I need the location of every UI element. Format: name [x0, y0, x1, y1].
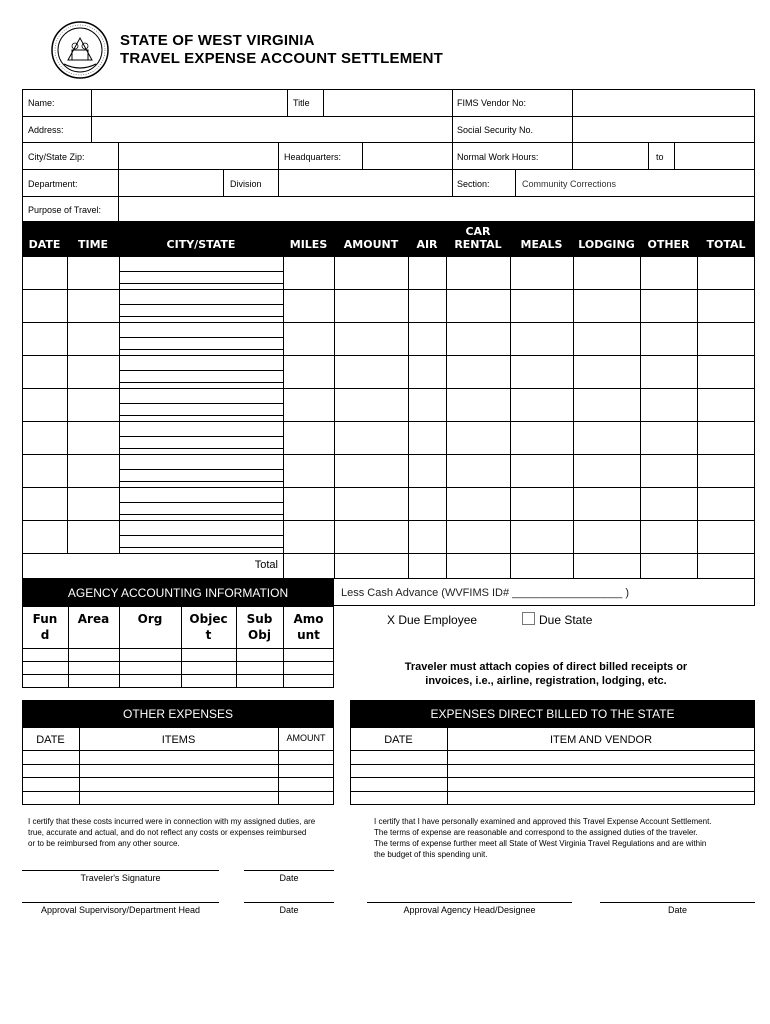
acct-col-sub-1: Sub — [246, 612, 273, 626]
col-amount: AMOUNT — [343, 238, 399, 251]
due-state-checkbox[interactable] — [522, 612, 535, 625]
direct-col-item-vendor: ITEM AND VENDOR — [549, 734, 653, 746]
traveler-date-line[interactable] — [244, 870, 334, 871]
col-city-state: CITY/STATE — [166, 238, 236, 251]
title-field[interactable] — [324, 90, 451, 115]
department-label: Department: — [28, 179, 78, 189]
total-label: Total — [254, 559, 278, 571]
expense-row[interactable] — [22, 520, 755, 553]
work-hours-end-field[interactable] — [675, 143, 754, 168]
traveler-signature-line[interactable] — [22, 870, 219, 871]
approver-certify-line1: I certify that I have personally examined and approved this Travel Expense Account Settlement. — [374, 817, 712, 826]
agency-accounting-title: AGENCY ACCOUNTING INFORMATION — [67, 586, 289, 600]
col-air: AIR — [416, 238, 438, 251]
city-state-zip-label: City/State Zip: — [28, 152, 85, 162]
supervisor-date-line[interactable] — [244, 902, 334, 903]
traveler-signature-label: Traveler's Signature — [80, 873, 161, 883]
direct-col-date: DATE — [384, 734, 413, 746]
other-expenses-title: OTHER EXPENSES — [122, 707, 234, 721]
name-label: Name: — [28, 98, 55, 108]
agency-head-signature-label: Approval Agency Head/Designee — [403, 905, 536, 915]
section-label: Section: — [457, 179, 490, 189]
expense-row[interactable] — [22, 487, 755, 520]
headquarters-field[interactable] — [363, 143, 451, 168]
expense-row[interactable] — [22, 256, 755, 289]
ssn-field[interactable] — [573, 117, 754, 141]
other-col-amount: AMOUNT — [286, 733, 326, 743]
col-car-line2: RENTAL — [454, 238, 502, 251]
headquarters-label: Headquarters: — [284, 152, 342, 162]
division-field[interactable] — [279, 170, 451, 195]
form-title-line2: TRAVEL EXPENSE ACCOUNT SETTLEMENT — [120, 50, 444, 67]
acct-col-org: Org — [137, 612, 163, 626]
col-miles: MILES — [289, 238, 328, 251]
due-employee-option[interactable]: X Due Employee — [387, 613, 478, 627]
title-label: Title — [293, 98, 310, 108]
fims-vendor-field[interactable] — [573, 90, 754, 115]
col-total: TOTAL — [706, 238, 746, 251]
to-label: to — [656, 152, 664, 162]
traveler-date-label: Date — [279, 873, 299, 883]
receipts-notice-line2: invoices, i.e., airline, registration, lodging, etc. — [425, 675, 667, 687]
supervisor-date-label: Date — [279, 905, 299, 915]
address-label: Address: — [28, 125, 64, 135]
col-lodging: LODGING — [578, 238, 635, 251]
name-field[interactable] — [92, 90, 286, 115]
purpose-label: Purpose of Travel: — [28, 205, 102, 215]
due-state-label: Due State — [539, 613, 593, 627]
section-value[interactable]: Community Corrections — [522, 179, 617, 189]
form-title-line1: STATE OF WEST VIRGINIA — [120, 32, 315, 49]
state-seal-icon — [50, 20, 110, 80]
acct-col-object-2: t — [205, 628, 212, 642]
work-hours-start-field[interactable] — [573, 143, 647, 168]
agency-head-date-line[interactable] — [600, 902, 755, 903]
purpose-field[interactable] — [119, 197, 754, 221]
department-field[interactable] — [119, 170, 222, 195]
supervisor-signature-line[interactable] — [22, 902, 219, 903]
col-date: DATE — [28, 238, 61, 251]
acct-col-amount-2: unt — [297, 628, 320, 642]
expense-row[interactable] — [22, 322, 755, 355]
approver-certify-line4: the budget of this spending unit. — [374, 850, 488, 859]
direct-billed-title: EXPENSES DIRECT BILLED TO THE STATE — [430, 707, 675, 721]
col-meals: MEALS — [520, 238, 563, 251]
acct-col-fund-2: d — [40, 628, 50, 642]
other-col-date: DATE — [36, 734, 65, 746]
ssn-label: Social Security No. — [457, 125, 534, 135]
expense-row[interactable] — [22, 355, 755, 388]
expense-row[interactable] — [22, 421, 755, 454]
receipts-notice-line1: Traveler must attach copies of direct billed receipts or — [404, 661, 688, 673]
agency-head-date-label: Date — [667, 905, 687, 915]
approver-certify-line2: The terms of expense are reasonable and correspond to the assigned duties of the traveler. — [374, 828, 698, 837]
acct-col-fund-1: Fun — [32, 612, 58, 626]
traveler-certify-line2: true, accurate and actual, and do not reflect any costs or expenses reimbursed — [28, 828, 307, 837]
address-field[interactable] — [92, 117, 451, 141]
col-car-line1: CAR — [465, 225, 491, 238]
approver-certify-line3: The terms of expense further meet all State of West Virginia Travel Regulations and are within — [374, 839, 707, 848]
traveler-certify-line1: I certify that these costs incurred were in connection with my assigned duties, are — [28, 817, 316, 826]
division-label: Division — [230, 179, 262, 189]
supervisor-signature-label: Approval Supervisory/Department Head — [40, 905, 201, 915]
agency-head-signature-line[interactable] — [367, 902, 572, 903]
expense-row[interactable] — [22, 454, 755, 487]
normal-work-hours-label: Normal Work Hours: — [457, 152, 539, 162]
traveler-certify-line3: or to be reimbursed from any other source. — [28, 839, 180, 848]
acct-col-sub-2: Obj — [248, 628, 271, 642]
acct-col-amount-1: Amo — [293, 612, 324, 626]
col-time: TIME — [77, 238, 109, 251]
acct-col-area: Area — [77, 612, 110, 626]
city-state-zip-field[interactable] — [119, 143, 277, 168]
acct-col-object-1: Objec — [189, 612, 228, 626]
col-other: OTHER — [647, 238, 690, 251]
expense-row[interactable] — [22, 388, 755, 421]
cash-advance-label: Less Cash Advance (WVFIMS ID# __________________ ) — [341, 587, 630, 599]
fims-vendor-label: FIMS Vendor No: — [457, 98, 527, 108]
expense-row[interactable] — [22, 289, 755, 322]
other-col-items: ITEMS — [161, 734, 196, 746]
